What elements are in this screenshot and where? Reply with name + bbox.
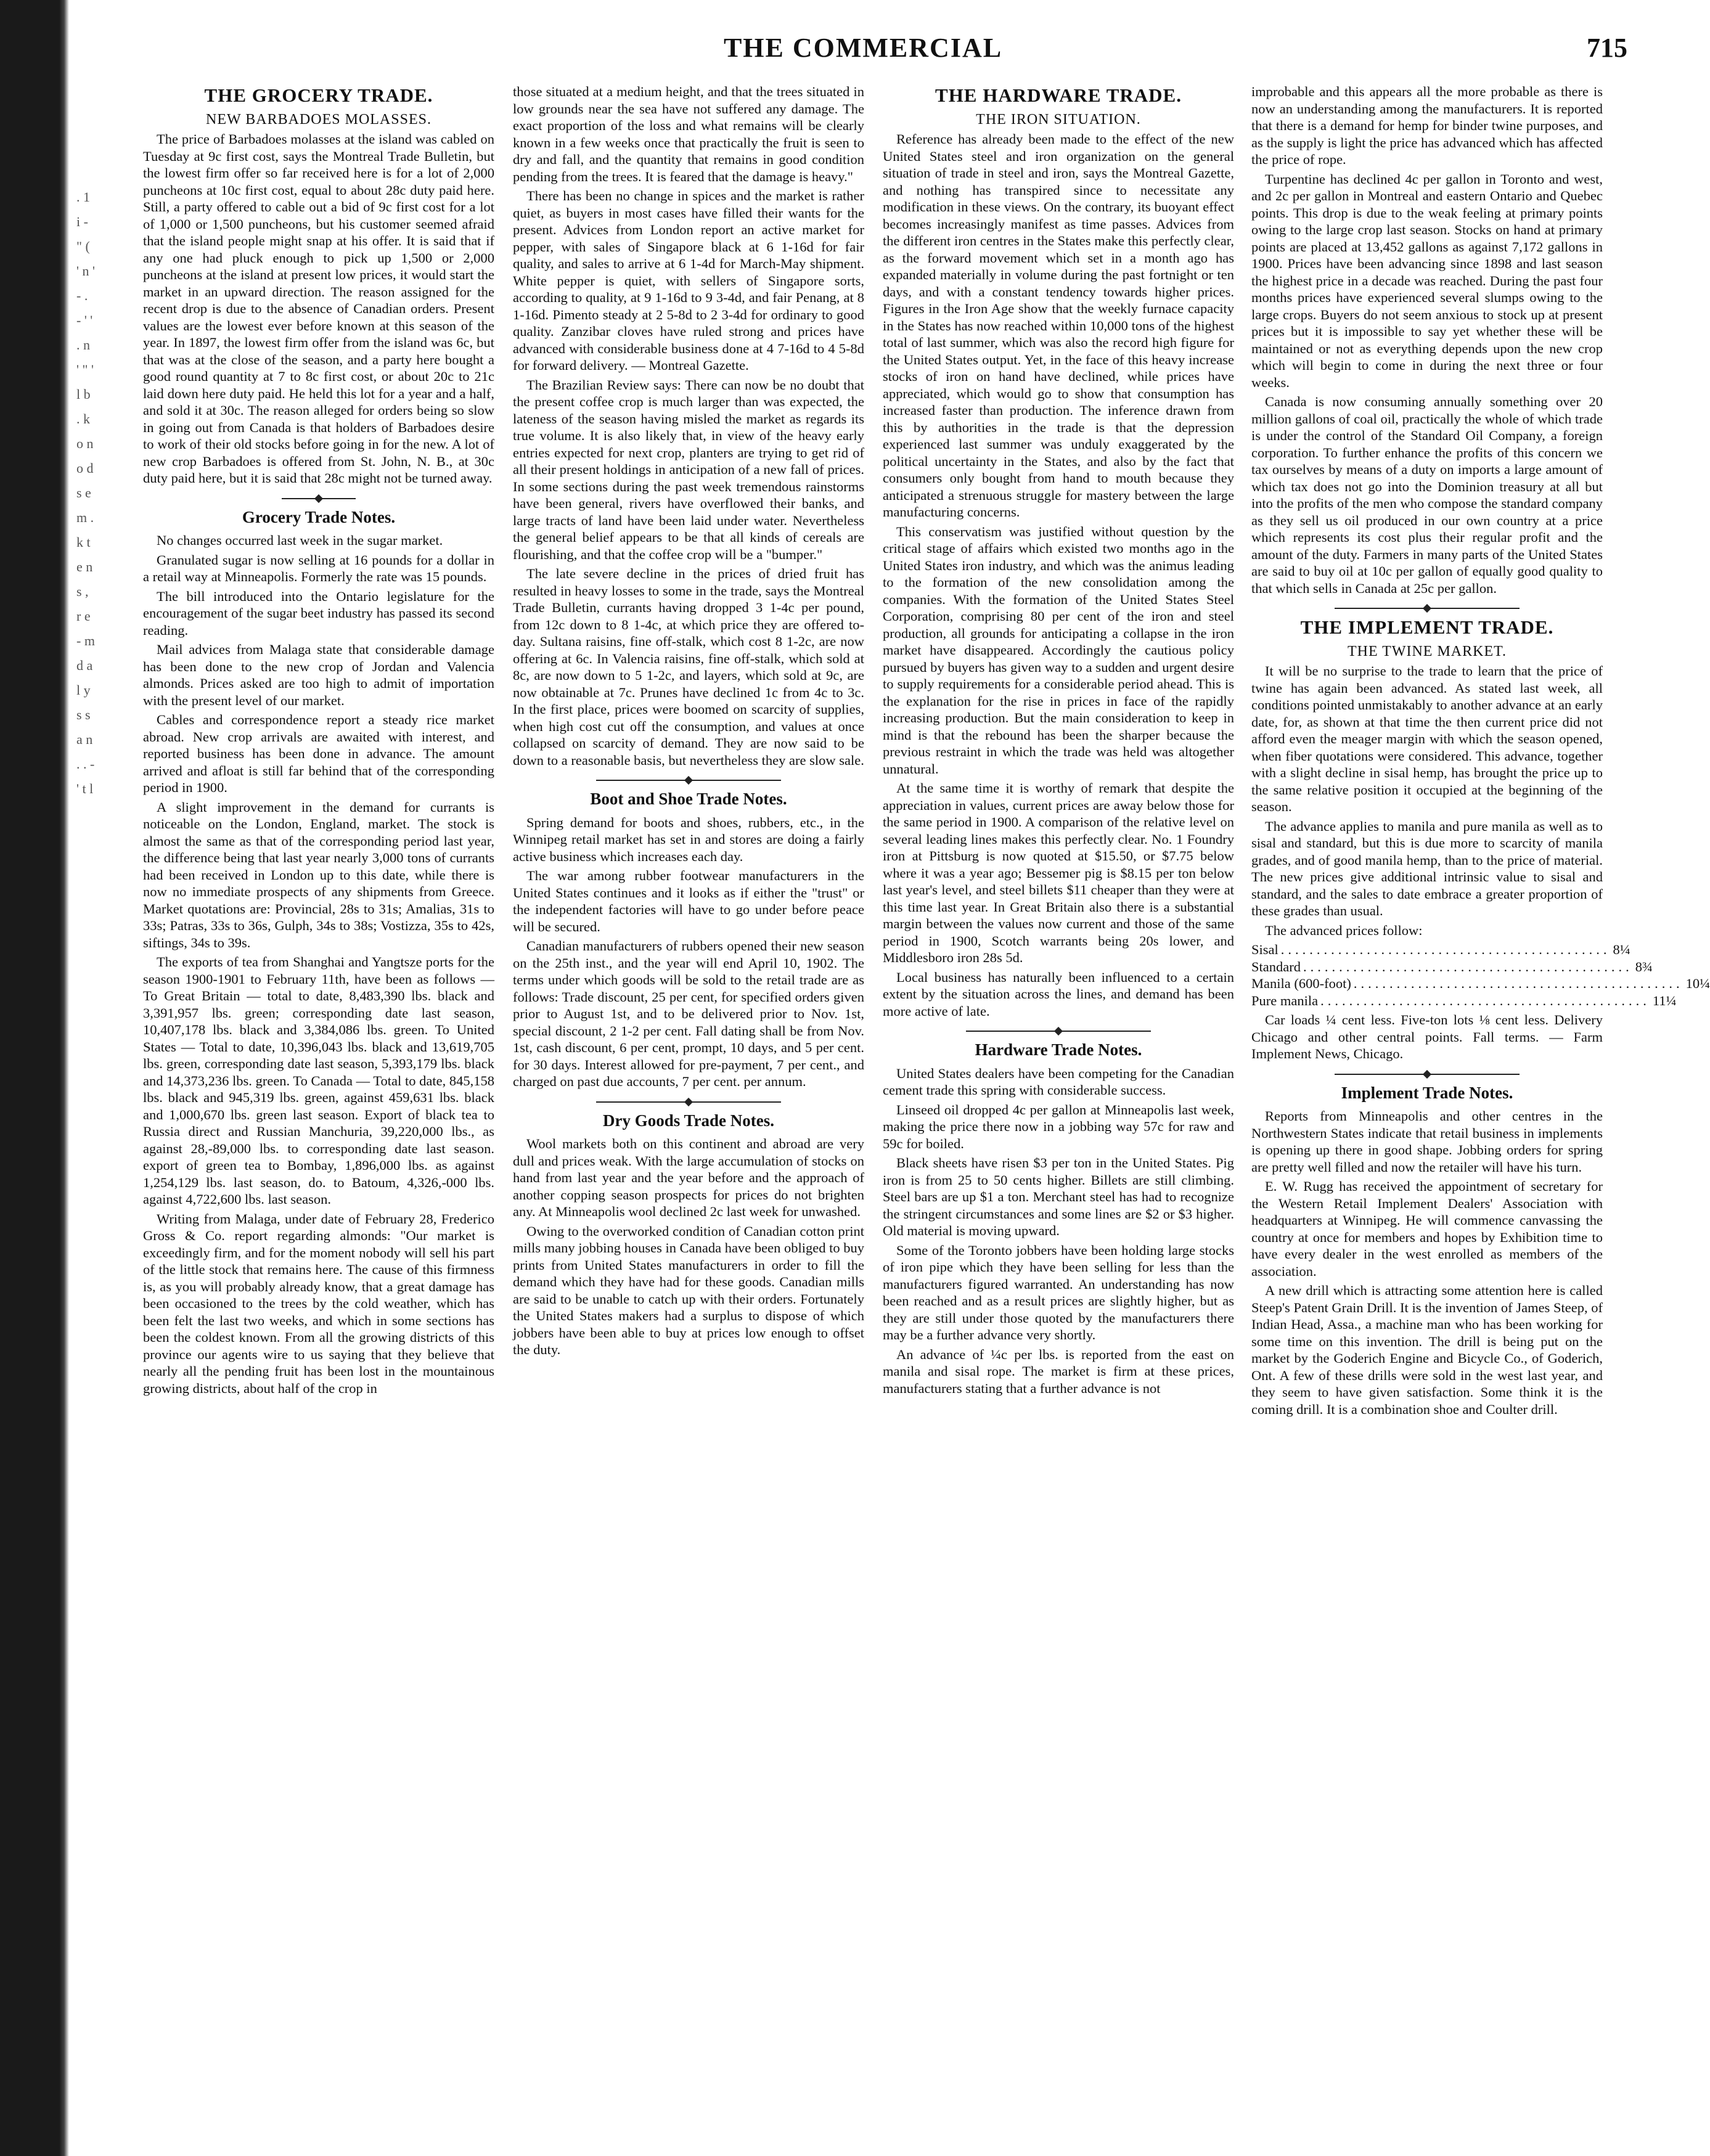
- article-paragraph: It will be no surprise to the trade to learn that the price of twine has again been advanced. As stated last week, all conditions pointed unmistakably to another advance at an early date, for, as shown at that time the then current price did not afford even the meager margin with which the season opened, when fiber quotations were considered. This advance, together with a slight decline in sisal hemp, has brought the price up to the same relative position it occupied at the beginning of the season.: [1251, 663, 1603, 814]
- article-paragraph: The advance applies to manila and pure manila as well as to sisal and standard, but this is due more to scarcity of manila grades, and of good manila hemp, than to the price of material. The new prices give additional intrinsic value to sisal and standard, and the sales to date embrace a greater proportion of these grades than usual.: [1251, 818, 1603, 918]
- leader-dots: ..............................................: [1320, 992, 1650, 1008]
- news-paragraph: A slight improvement in the demand for currants is noticeable on the London, England, market. The stock is almost the same as that of the corresponding period last year, the difference being that last year nearly 3,000 tons of currants had been received in London up to this date, while there is now no immediate prospects of any shipments from Greece. Market quotations are: Provincial, 28s to 31s; Amalias, 31s to 33s; Patras, 33s to 36s, Gulph, 34s to 38s; Vostizza, 35s to 42s, siftings, 34s to 39s.: [143, 799, 494, 950]
- article-paragraph: The advanced prices follow:: [1265, 922, 1423, 938]
- news-paragraph: The late severe decline in the prices of dried fruit has resulted in heavy losses to some in the trade, says the Montreal Trade Bulletin, currants having dropped 3 1-4c per pound, from 12c down to 8 1-4c, at which price they are offered to-day. Sultana raisins, fine off-stalk, which cost 8 1-2c, are now offering at 6c. In Valencia raisins, fine off-stalk, which sold at 8c, are now down to 5 1-2c, and layers, which sold at 9c, are now obtainable at 7c. Prunes have declined 1c from 4c to 3c. In the first place, prices were boomed on scarcity of supplies, when high cost cut off the consumption, and values at once collapsed on scarcity of demand. They are now said to be down to a reasonable basis, but nevertheless they are slow sale.: [513, 566, 864, 768]
- news-paragraph: United States dealers have been competing for the Canadian cement trade this spring with considerable success.: [883, 1065, 1234, 1098]
- news-paragraph: Turpentine has declined 4c per gallon in Toronto and west, and 2c per gallon in Montreal and eastern Ontario and Quebec points. This drop is due to the weak feeling at primary points owing to the large crop last season. Stocks on hand at primary points are placed at 13,452 gallons as against 7,172 gallons in 1900. Prices have been advancing since 1898 and last season the highest price in a decade was reached. During the past four months prices have experienced several slumps owing to the large crops. Buyers do not seem anxious to stock up at present prices but it is impossible to say yet whether these will be maintained or not as everything depends upon the new crop which will begin to come in during the next three or four weeks.: [1251, 171, 1603, 390]
- adjacent-page-fragments: . 1 i - " ( ' n ' - . - ' ' . n ' " ' l b . k o n o d s e m . k t e n s , r e - m d a l y s s a n . . - ' t l: [76, 189, 95, 796]
- article-paragraph: Local business has naturally been influenced to a certain extent by the situation across the lines, and demand has been more active of late.: [883, 969, 1234, 1019]
- section-rule: [596, 1101, 781, 1103]
- running-head: [99, 32, 1627, 69]
- news-paragraph: those situated at a medium height, and that the trees situated in low grounds near the sea have not suffered any damage. The exact proportion of the loss and what remains will be clearly known in a few weeks once that practically the fruit is seen to dry and fall, and the quantity that remains in good condition pending from the trees. It is feared that the damage is heavy.": [513, 84, 864, 184]
- price-row: [1251, 941, 1630, 958]
- news-paragraph: No changes occurred last week in the sugar market.: [157, 533, 443, 548]
- news-paragraph: Some of the Toronto jobbers have been holding large stocks of iron pipe which they have been selling for less than the manufacturers figured warranted. An understanding has now been reached and as a result prices are slightly higher, but as they are still under those quoted by the manufacturers there may be a further advance very shortly.: [883, 1242, 1234, 1342]
- news-paragraph: Cables and correspondence report a steady rice market abroad. New crop arrivals are awaited with interest, and reported business has been done in advance. The amount arrived and afloat is still far behind that of the corresponding period in 1900.: [143, 712, 494, 795]
- news-paragraph: An advance of ¼c per lbs. is reported from the east on manila and sisal rope. The market is firm at these prices, manufacturers stating that a further advance is not: [883, 1346, 1234, 1396]
- news-paragraph: Wool markets both on this continent and abroad are very dull and prices weak. With the large accumulation of stocks on hand from last year and the year before and the approach of another copping season prospects for prices do not brighten any. At Minneapolis wool declined 2c last week for unwashed.: [513, 1136, 864, 1219]
- twine-market-subheading: THE TWINE MARKET.: [1347, 643, 1507, 659]
- implement-notes-heading: Implement Trade Notes.: [1341, 1083, 1513, 1102]
- column-4: [1251, 83, 1710, 2129]
- dry-goods-notes-heading: Dry Goods Trade Notes.: [603, 1111, 774, 1130]
- news-paragraph: Canada is now consuming annually something over 20 million gallons of coal oil, practically the whole of which trade is under the control of the Standard Oil Company, a foreign corporation. To further enhance the profits of this concern we tax ourselves by means of a duty on imports a large amount of which tax does not go into the Dominion treasury at all but into the profits of the men who compose the standard company as they sell us oil produced in our own country at a price which represents its cost plus their regular profit and the amount of the duty. Farmers in many parts of the United States are said to buy oil at 10c per gallon of equally good quality to that which sells in Canada at 25c per gallon.: [1251, 394, 1603, 596]
- section-rule: [966, 1031, 1151, 1032]
- grocery-notes-heading: Grocery Trade Notes.: [242, 507, 396, 526]
- section-rule: [596, 780, 781, 781]
- journal-title: THE COMMERCIAL: [723, 33, 1003, 63]
- page-number: 715: [1587, 33, 1627, 63]
- column-3: [883, 83, 1234, 2129]
- price-item-value: 10¼: [1685, 976, 1710, 991]
- news-paragraph: The exports of tea from Shanghai and Yangtsze ports for the season 1900-1901 to February 11th, have been as follows — To Great Britain — total to date, 8,483,390 lbs. black and 3,391,957 lbs. green; corresponding date last season, 10,407,178 lbs. black and 3,384,086 lbs. green. To United States — Total to date, 10,396,043 lbs. black and 13,619,705 lbs. green, corresponding date last season, 5,393,179 lbs. black and 14,373,236 lbs. green. To Canada — Total to date, 845,158 lbs. black and 945,319 lbs. green, against 459,631 lbs. black and 1,000,670 lbs. green last season. Export of black tea to Russia direct and Russian Manchuria, 39,220,000 lbs., as against 28,-89,000 lbs. to corresponding date last season. export of green tea to Bombay, 1,896,000 lbs. as against 1,254,129 lbs. last season, do. to Batoum, 4,326,-000 lbs. against 4,722,600 lbs. last season.: [143, 954, 494, 1207]
- news-paragraph: Owing to the overworked condition of Canadian cotton print mills many jobbing houses in Canada have been obliged to buy prints from United States manufacturers in order to fill the demand which they have had for these goods. Canadian mills are said to be unable to catch up with their orders. Fortunately the United States makers had a surplus to dispose of which jobbers have been able to buy at prices low enough to offset the duty.: [513, 1223, 864, 1357]
- article-paragraph: At the same time it is worthy of remark that despite the appreciation in values, current prices are away below those for the same period in 1900. A comparison of the relative level on several leading lines makes this perfectly clear. No. 1 Foundry iron at Pittsburg is now quoted at $15.50, or $7.75 below where it was a year ago; Bessemer pig is $8.15 per ton below last year's level, and steel billets $11 cheaper than they were at this time last year. In Great Britain also there is a substantial margin between the values now current and those of the same period in 1900, Scotch warrants being 20s lower, and Middlesboro iron 28s 5d.: [883, 780, 1234, 965]
- news-paragraph: Mail advices from Malaga state that considerable damage has been done to the new crop of Jordan and Valencia almonds. Prices asked are too high to admit of importation with the present level of our market.: [143, 642, 494, 708]
- news-paragraph: A new drill which is attracting some attention here is called Steep's Patent Grain Drill. It is the invention of James Steep, of Indian Head, Assa., a machine man who has been working for some time on this invention. The drill is being put on the market by the Goderich Engine and Bicycle Co., of Goderich, Ont. A few of these drills were sold in the west last year, and they seem to have given satisfaction. Some think it is the coming drill. It is a combination shoe and Coulter drill.: [1251, 1283, 1603, 1417]
- news-paragraph: Granulated sugar is now selling at 16 pounds for a dollar in a retail way at Minneapolis. Formerly the rate was 15 pounds.: [143, 552, 494, 584]
- news-paragraph: Writing from Malaga, under date of February 28, Frederico Gross & Co. report regarding almonds: "Our market is exceedingly firm, and for the moment nobody will sell his part of the little stock that remains here. The cause of this firmness is, as you will probably already know, that a great damage has been occasioned to the trees by the cold weather, which has been felt the last two weeks, and which in some sections has been the coldest known. From all the growing districts of this province our agents wire to us saying that they believe that nearly all the pending fruit has been lost in the mountainous growing districts, about half of the crop in: [143, 1211, 494, 1396]
- price-item-value: 11¼: [1652, 992, 1677, 1008]
- article-paragraph: This conservatism was justified without question by the critical stage of affairs which existed two months ago in the United States iron industry, and which was the animus leading to the formation of the new consolidation among the companies. With the formation of the United States Steel Corporation, comprising 80 per cent of the iron and steel production, all grounds for anticipating a collapse in the iron market have disappeared. Accordingly the cautious policy pursued by buyers has given way to a sudden and urgent desire to supply requirements for a considerable period ahead. This is the explanation for the rise in prices in face of the rapidly increasing production. But the main consideration to keep in mind is that the rebound has been the sharper because the previous restraint in which the trade was held was altogether unnatural.: [883, 523, 1234, 777]
- news-paragraph: Reports from Minneapolis and other centres in the Northwestern States indicate that retail business in implements is opening up there in good shape. Jobbing orders for spring are pretty well filled and now the retailer will have his turn.: [1251, 1108, 1603, 1175]
- column-1: [143, 83, 494, 2129]
- price-item-name: Manila (600-foot): [1251, 976, 1351, 991]
- article-paragraph: The price of Barbadoes molasses at the island was cabled on Tuesday at 9c first cost, says the Montreal Trade Bulletin, but the lowest firm offer so far received here is for a lot of 2,000 puncheons at 10c first cost, equal to about 28c duty paid here. Still, a party offered to cable out a bid of 9c first cost for a lot of 1,000 or 1,500 puncheons, but his customer seemed afraid that the island people might snap at his offer. It is said that if any one had pluck enough to pick up 1,500 or 2,000 puncheons at the island at present low prices, it would start the market in an upward direction. The reason assigned for the recent drop is due to the absence of Canadian orders. Present values are the lowest ever before known at this season of the year. In 1897, the lowest firm offer from the island was 6c, but that was at the close of the season, and a party here bought a good round quantity at 7 to 8c first cost, or about 20c to 21c laid down here duty paid. He held this lot for a year and a half, and sold it at 30c. The reason alleged for orders being so slow in going out from Canada is that holders of Barbadoes desire to work of their old stocks before going in for the new. A lot of new crop Barbadoes is offered from St. John, N. B., at 30c duty paid here, but it is said that 28c might not be turned away.: [143, 131, 494, 486]
- section-rule: [1335, 1074, 1520, 1075]
- news-paragraph: Linseed oil dropped 4c per gallon at Minneapolis last week, making the price there now in a jobbing way 57c for raw and 59c for boiled.: [883, 1101, 1234, 1151]
- price-item-value: 8¾: [1635, 958, 1653, 974]
- article-paragraph: Car loads ¼ cent less. Five-ton lots ⅛ cent less. Delivery Chicago and other central points. Fall terms. — Farm Implement News, Chicago.: [1251, 1012, 1603, 1061]
- leader-dots: ..............................................: [1303, 958, 1633, 974]
- news-paragraph: The war among rubber footwear manufacturers in the United States continues and it looks as if either the "trust" or the independent factories will have to go under before peace will be secured.: [513, 868, 864, 934]
- news-paragraph: The Brazilian Review says: There can now be no doubt that the present coffee crop is much larger than was expected, the lateness of the season having misled the market as regards its true volume. It is also likely that, in view of the heavy early entries expected for next crop, planters are trying to get rid of all their present holdings in anticipation of a new fall of prices. In some sections during the past week tremendous rainstorms have been general, rivers have overflowed their banks, and large tracts of land have been laid under water. Nevertheless the general belief appears to be that all kinds of cereals are flourishing, and that the coffee crop will be a "bumper.": [513, 377, 864, 562]
- column-2: [513, 83, 864, 2129]
- news-paragraph: The bill introduced into the Ontario legislature for the encouragement of the sugar beet industry has passed its second reading.: [143, 588, 494, 638]
- molasses-subheading: NEW BARBADOES MOLASSES.: [206, 111, 432, 128]
- price-row: [1251, 992, 1677, 1010]
- news-paragraph: Black sheets have risen $3 per ton in the United States. Pig iron is from 25 to 50 cents higher. Billets are still climbing. Steel bars are up $1 a ton. Merchant steel has had to recognize the stringent circumstances and some lines are $2 or $3 higher. Old material is moving upward.: [883, 1155, 1234, 1238]
- leader-dots: ..............................................: [1353, 976, 1683, 991]
- iron-situation-subheading: THE IRON SITUATION.: [976, 111, 1141, 128]
- price-item-value: 8¼: [1613, 942, 1630, 957]
- section-rule: [1335, 608, 1520, 609]
- price-item-name: Standard: [1251, 958, 1301, 974]
- news-paragraph: improbable and this appears all the more probable as there is now an understanding among the manufacturers. It is reported that there is a demand for hemp for binder twine purposes, and as the supply is light the price has advanced which has affected the price of rope.: [1251, 84, 1603, 167]
- price-row: [1251, 958, 1653, 976]
- leader-dots: ..............................................: [1280, 942, 1611, 957]
- price-item-name: Sisal: [1251, 942, 1278, 957]
- binding-edge: [0, 0, 69, 2156]
- price-item-name: Pure manila: [1251, 992, 1319, 1008]
- hardware-notes-heading: Hardware Trade Notes.: [975, 1040, 1142, 1059]
- article-paragraph: Reference has already been made to the effect of the new United States steel and iron organization on the general situation of trade in steel and iron, says the Montreal Gazette, and nothing has transpired since to necessitate any modification in these views. On the contrary, its buoyant effect becomes increasingly manifest as time passes. Advices from the different iron centres in the States make this perfectly clear, as the forward movement which set in a month ago has expanded materially in volume during the past fortnight or ten days, and with a constant tendency towards higher prices. Figures in the Iron Age show that the weekly furnace capacity in the States has now reached within 10,000 tons of the highest total of last summer, which was also the record high figure for the United States output. Yet, in the face of this heavy increase stocks of iron on hand have declined, while prices have appreciated, which would go to show that consumption has increased faster than production. The inference drawn from this by authorities in the trade is that the depression experienced last summer was unduly exaggerated by the political uncertainty in the States, and also by the fact that consumers only bought from hand to mouth because they anticipated a strenuous struggle for mastery between the large manufacturing concerns.: [883, 131, 1234, 520]
- news-paragraph: Canadian manufacturers of rubbers opened their new season on the 25th inst., and the year will end April 10, 1902. The terms under which goods will be sold to the retail trade are as follows: Trade discount, 25 per cent, for specified orders given prior to August 1st, and to be delivered prior to Nov. 1st, special discount, 2 1-2 per cent. Fall dating shall be from Nov. 1st, cash discount, 6 per cent, prompt, 10 days, and 5 per cent. for 30 days. Interest allowed for pre-payment, 7 per cent., and charged on past due accounts, 7 per cent. per annum.: [513, 938, 864, 1089]
- news-paragraph: Spring demand for boots and shoes, rubbers, etc., in the Winnipeg retail market has set in and stores are doing a fairly active business which increases each day.: [513, 814, 864, 864]
- grocery-trade-heading: THE GROCERY TRADE.: [204, 84, 433, 106]
- price-row: [1251, 975, 1710, 992]
- hardware-trade-heading: THE HARDWARE TRADE.: [935, 84, 1182, 106]
- news-paragraph: There has been no change in spices and the market is rather quiet, as buyers in most cases have filled their wants for the present. Advices from London report an active market for pepper, with sales of Singapore black at 6 1-16d for fair quality, and sales to arrive at 6 1-4d for March-May shipment. White pepper is quiet, with sellers of Singapore sorts, according to quality, at 9 1-16d to 9 3-4d, and fair Penang, at 8 1-16d. Pimento steady at 2 5-8d to 2 3-4d for ordinary to good quality. Zanzibar cloves have ruled strong and prices have advanced with considerable business done at 4 7-16d to 4 5-8d for forward delivery. — Montreal Gazette.: [513, 188, 864, 373]
- boot-shoe-notes-heading: Boot and Shoe Trade Notes.: [590, 790, 787, 808]
- twine-price-list: [1251, 941, 1710, 1009]
- section-rule: [282, 498, 356, 499]
- news-paragraph: E. W. Rugg has received the appointment of secretary for the Western Retail Implement Dealers' Association with headquarters at Winnipeg. He will commence canvassing the country at once for members and hopes by Exhibition time to have every dealer in the west enrolled as members of the association.: [1251, 1178, 1603, 1279]
- implement-trade-heading: THE IMPLEMENT TRADE.: [1300, 616, 1554, 638]
